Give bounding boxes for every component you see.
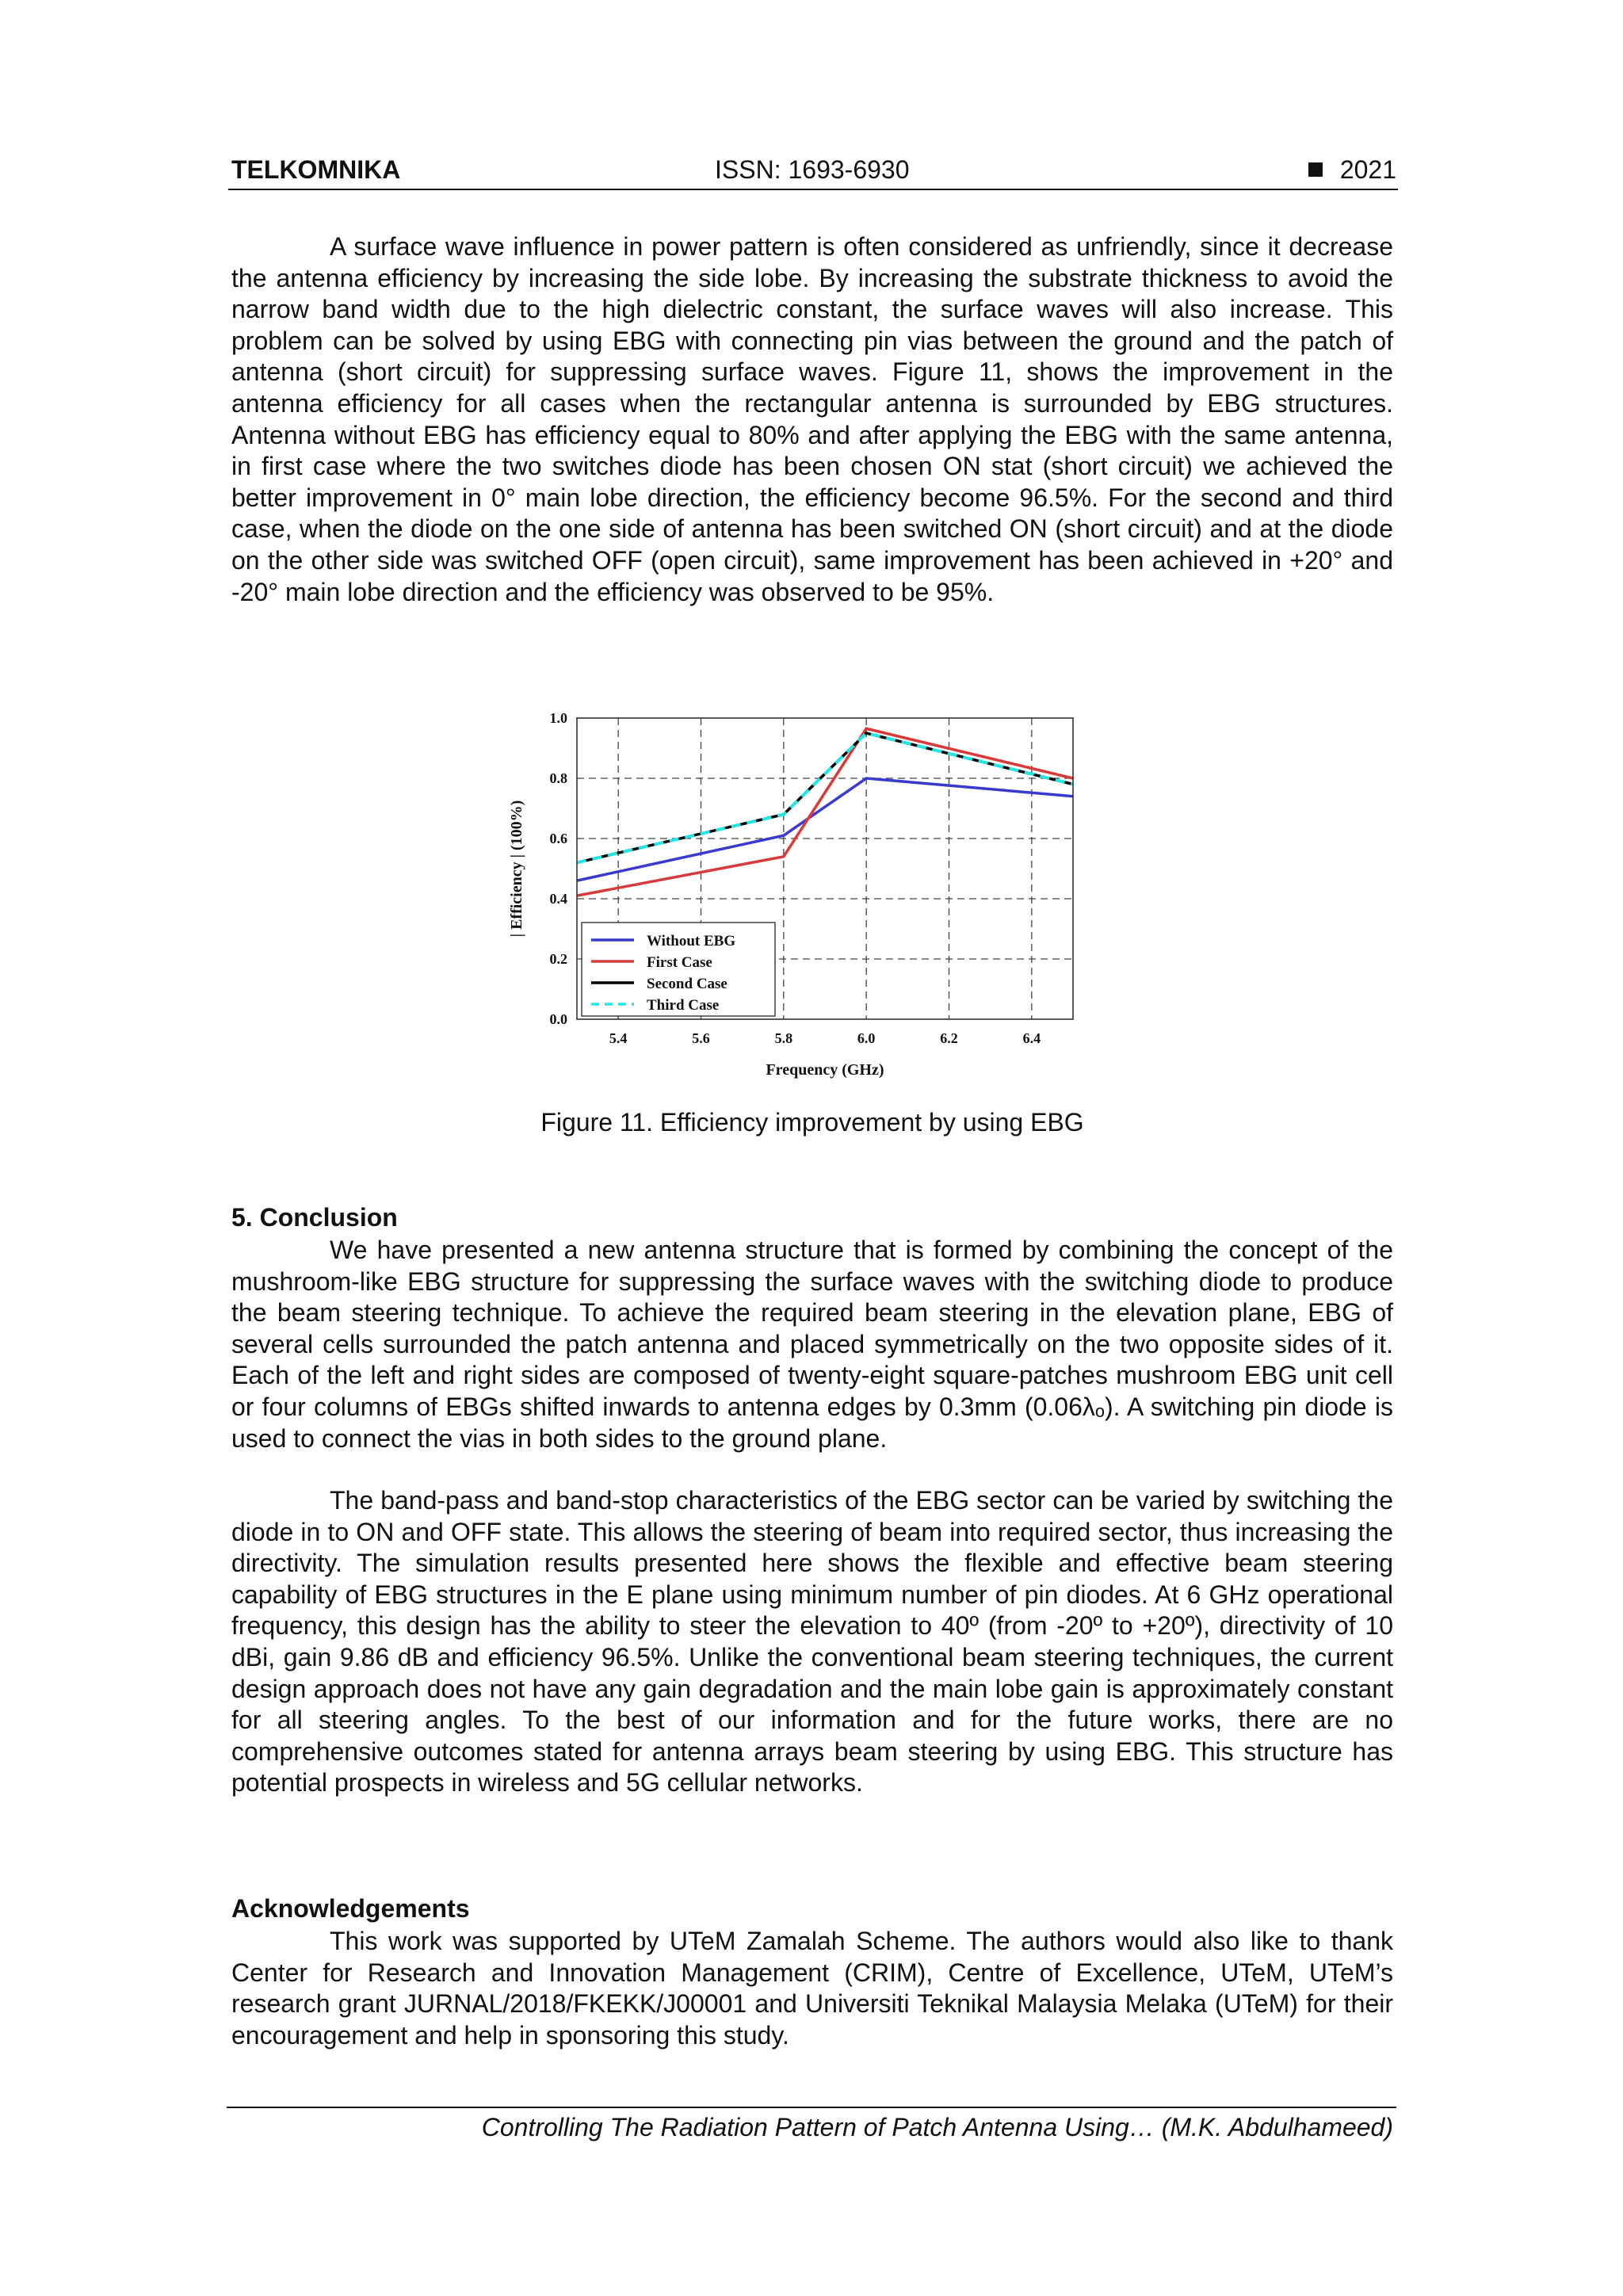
chart-series	[577, 728, 1073, 896]
y-tick-label: 0.2	[549, 951, 567, 967]
legend-label: Third Case	[647, 997, 720, 1014]
journal-name: TELKOMNIKA	[231, 155, 401, 184]
issn: ISSN: 1693-6930	[715, 155, 910, 184]
intro-paragraph: A surface wave influence in power pattern is often considered as unfriendly, since it decrease the antenna efficiency by increasing the side lobe. By increasing the substrate thickness to avoid the narrow band width due to the high dielectric constant, the surface waves will also increase. This problem can be solved by using EBG with connecting pin vias between the ground and the patch of antenna (short circuit) for suppressing surface waves. Figure 11, shows the improvement in the antenna efficiency for all cases when the rectangular antenna is surrounded by EBG structures. Antenna without EBG has efficiency equal to 80% and after applying the EBG with the same antenna, in first case where the two switches diode has been chosen ON stat (short circuit) we achieved the better improvement in 0° main lobe direction, the efficiency become 96.5%. For the second and third case, when the diode on the one side of antenna has been switched ON (short circuit) and at the diode on the other side was switched OFF (open circuit), same improvement has been achieved in +20° and -20° main lobe direction and the efficiency was observed to be 95%.	[231, 232, 1393, 606]
x-tick-label: 5.8	[774, 1030, 793, 1046]
square-bullet-icon	[1308, 162, 1323, 177]
efficiency-chart	[475, 690, 1094, 1086]
page-footer: Controlling The Radiation Pattern of Patch Antenna Using… (M.K. Abdulhameed)	[481, 2113, 1393, 2141]
x-tick-label: 6.0	[857, 1030, 876, 1046]
page-header	[231, 155, 1396, 190]
series-line-second-case	[577, 733, 1073, 862]
legend-label: Without EBG	[647, 933, 736, 949]
legend-label: Second Case	[647, 976, 727, 992]
acknowledgements-paragraph: This work was supported by UTeM Zamalah Scheme. The authors would also like to thank Center for Research and Innovation Management (CRIM), Centre of Excellence, UTeM, UTeM’s research grant JURNAL/2018/FKEKK/J00001 and Universiti Teknikal Malaysia Melaka (UTeM) for their encouragement and help in sponsoring this study.	[231, 1927, 1393, 2050]
footer-divider	[227, 2107, 1396, 2108]
figure-11	[475, 690, 1094, 1086]
x-tick-label: 5.4	[609, 1030, 628, 1046]
legend-label: First Case	[647, 954, 712, 971]
x-tick-label: 5.6	[692, 1030, 710, 1046]
header-divider	[228, 189, 1398, 190]
y-axis-label: | Efficiency | (100%)	[508, 800, 525, 938]
x-tick-label: 6.4	[1022, 1030, 1041, 1046]
y-tick-label: 1.0	[549, 710, 567, 726]
x-axis-label: Frequency (GHz)	[766, 1061, 884, 1079]
figure-caption: Figure 11. Efficiency improvement by using EBG	[540, 1108, 1084, 1137]
x-tick-label: 6.2	[940, 1030, 958, 1046]
y-tick-label: 0.6	[549, 831, 567, 846]
conclusion-title: 5. Conclusion	[231, 1203, 398, 1232]
conclusion-paragraph-1: We have presented a new antenna structure that is formed by combining the concept of the mushroom-like EBG structure for suppressing the surface waves with the switching diode to produce the beam steering technique. To achieve the required beam steering in the elevation plane, EBG of several cells surrounded the patch antenna and placed symmetrically on the two opposite sides of it. Each of the left and right sides are composed of twenty-eight square-patches mushroom EBG unit cell or four columns of EBGs shifted inwards to antenna edges by 0.3mm (0.06λₒ). A switching pin diode is used to connect the vias in both sides to the ground plane.	[231, 1236, 1393, 1453]
conclusion-paragraph-2: The band-pass and band-stop characteristics of the EBG sector can be varied by switching the diode in to ON and OFF state. This allows the steering of beam into required sector, thus increasing the directivity. The simulation results presented here shows the flexible and effective beam steering capability of EBG structures in the E plane using minimum number of pin diodes. At 6 GHz operational frequency, this design has the ability to steer the elevation to 40º (from -20º to +20º), directivity of 10 dBi, gain 9.86 dB and efficiency 96.5%. Unlike the conventional beam steering techniques, the current design approach does not have any gain degradation and the main lobe gain is approximately constant for all steering angles. To the best of our information and for the future works, there are no comprehensive outcomes stated for antenna arrays beam steering by using EBG. This structure has potential prospects in wireless and 5G cellular networks.	[231, 1486, 1393, 1797]
y-tick-label: 0.0	[549, 1011, 567, 1027]
series-line-third-case	[577, 733, 1073, 862]
chart-legend	[582, 923, 775, 1016]
header-year-group	[1308, 155, 1396, 185]
series-line-first-case	[577, 728, 1073, 896]
y-tick-label: 0.8	[549, 770, 567, 786]
acknowledgements-title: Acknowledgements	[231, 1894, 470, 1923]
year: 2021	[1339, 155, 1396, 184]
y-tick-label: 0.4	[549, 891, 567, 907]
